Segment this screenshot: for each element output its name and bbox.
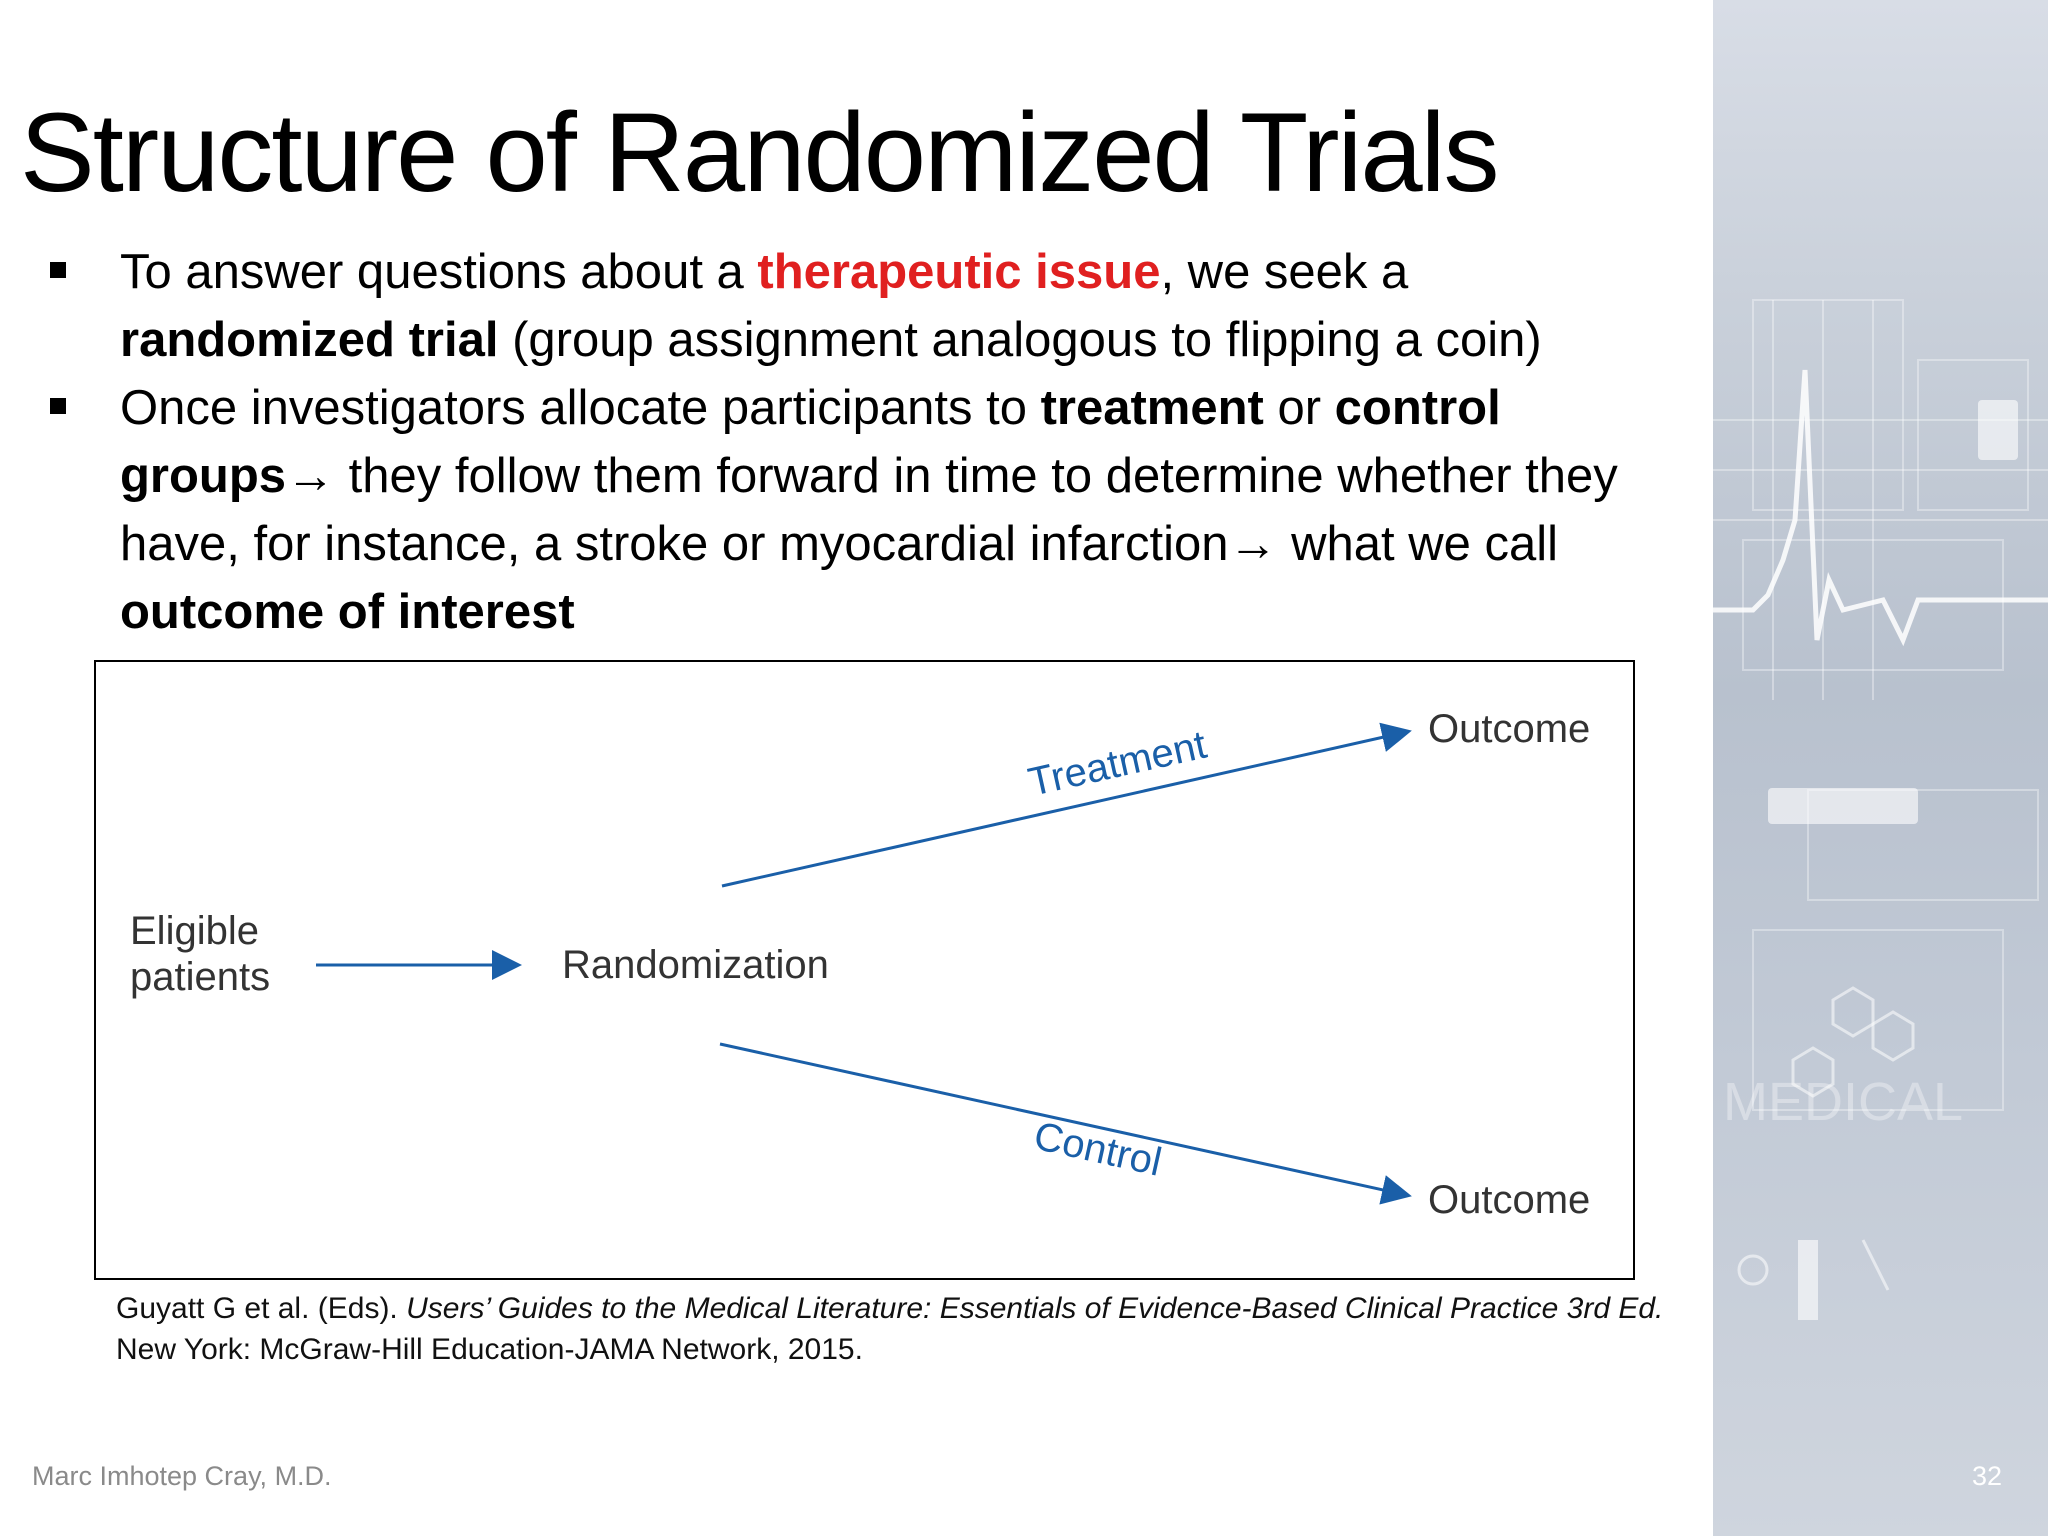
- bold-term: control groups: [120, 381, 1501, 503]
- trial-diagram-figure: [94, 660, 1635, 1280]
- bullet-item: [40, 238, 1680, 374]
- treatment-label: Treatment: [1024, 722, 1211, 805]
- bullet-text: , we seek a: [1160, 245, 1409, 299]
- decorative-side-panel: [1713, 0, 2048, 1536]
- highlight-term: therapeutic issue: [757, 245, 1161, 299]
- bullet-text: Once investigators allocate participants to: [120, 381, 1041, 435]
- trial-flow-diagram: [96, 662, 1637, 1282]
- bullet-list: [40, 238, 1680, 646]
- citation-publisher: New York: McGraw-Hill Education-JAMA Network, 2015.: [116, 1333, 863, 1366]
- page-number: 32: [1971, 1461, 2002, 1491]
- square-bullet-icon: [50, 398, 66, 414]
- medical-background-graphic: [1713, 0, 2048, 1536]
- slide-title: Structure of Randomized Trials: [20, 90, 1498, 215]
- bullet-text: To answer questions about a: [120, 245, 758, 299]
- bold-term: treatment: [1040, 381, 1264, 435]
- outcome-bottom-label: Outcome: [1428, 1178, 1591, 1222]
- eligible-label-line1: Eligible: [130, 909, 259, 953]
- bullet-text: or: [1263, 381, 1335, 435]
- bullet-text: (group assignment analogous to flipping a coin): [498, 313, 1542, 367]
- footer-author: Marc Imhotep Cray, M.D.: [32, 1461, 332, 1491]
- control-label: Control: [1030, 1113, 1166, 1185]
- outcome-top-label: Outcome: [1428, 707, 1591, 751]
- square-bullet-icon: [50, 262, 66, 278]
- bullet-item: [40, 374, 1680, 646]
- bold-term: randomized trial: [120, 313, 499, 367]
- citation-book-title: Users’ Guides to the Medical Literature: Essentials of Evidence-Based Clinical Practice 3rd Ed.: [406, 1292, 1664, 1325]
- svg-text:MEDICAL: MEDICAL: [1723, 1072, 1964, 1132]
- eligible-label-line2: patients: [130, 955, 271, 999]
- citation-authors: Guyatt G et al. (Eds).: [116, 1292, 407, 1325]
- bold-term: outcome of interest: [120, 585, 575, 639]
- citation: [116, 1288, 1676, 1370]
- bullet-text: → they follow them forward in time to determine whether they have, for instance, a stroke or myocardial infarction→ what we call: [120, 449, 1618, 571]
- randomization-label: Randomization: [562, 943, 829, 987]
